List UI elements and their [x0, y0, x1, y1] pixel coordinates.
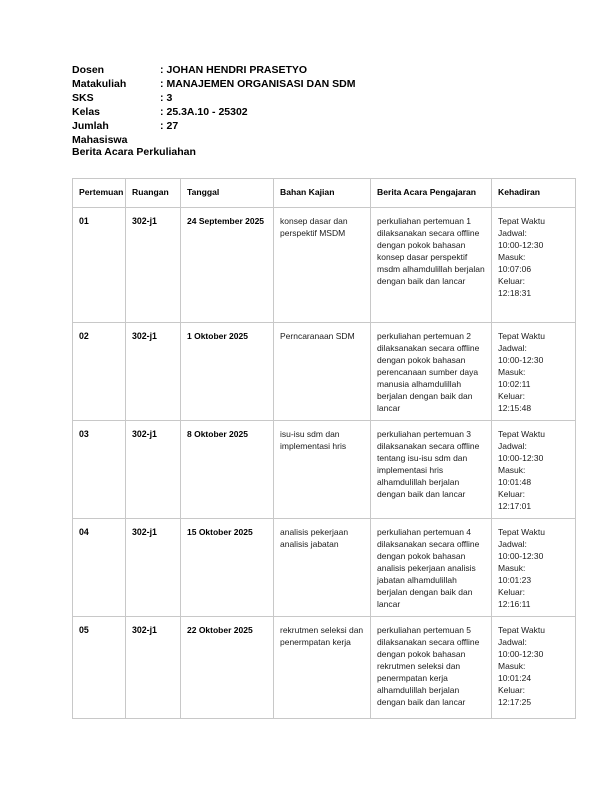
- cell-ruangan: 302-j1: [126, 421, 181, 519]
- cell-kehadiran: [492, 617, 576, 719]
- info-label: Jumlah Mahasiswa: [72, 120, 128, 146]
- cell-bahan-kajian: Perncaranaan SDM: [274, 323, 371, 421]
- info-row-sks: [72, 91, 356, 105]
- kehadiran-jadwal: 10:00-12:30: [498, 355, 544, 365]
- kehadiran-masuk: 10:01:23: [498, 575, 532, 585]
- cell-pertemuan: 03: [73, 421, 126, 519]
- kehadiran-masuk: 10:01:48: [498, 477, 532, 487]
- column-header-kehadiran: Kehadiran: [492, 179, 576, 208]
- column-header-pertemuan: Pertemuan: [73, 179, 126, 208]
- kehadiran-jadwal: 10:00-12:30: [498, 240, 544, 250]
- info-row-dosen: [72, 63, 356, 77]
- kehadiran-keluar-label: Keluar:: [498, 391, 525, 401]
- info-colon: :: [160, 92, 164, 104]
- cell-kehadiran: [492, 323, 576, 421]
- info-label: Dosen: [72, 64, 105, 76]
- kehadiran-masuk-label: Masuk:: [498, 661, 526, 671]
- info-row-kelas: [72, 105, 356, 119]
- cell-kehadiran: [492, 421, 576, 519]
- section-title: Berita Acara Perkuliahan: [72, 146, 196, 158]
- cell-pertemuan: 05: [73, 617, 126, 719]
- cell-pertemuan: 02: [73, 323, 126, 421]
- kehadiran-keluar-label: Keluar:: [498, 685, 525, 695]
- cell-berita-acara: perkuliahan pertemuan 1 dilaksanakan secara offline dengan pokok bahasan konsep dasar perspektif msdm alhamdulillah berjalan dengan baik dan lancar: [371, 208, 492, 323]
- cell-kehadiran: [492, 519, 576, 617]
- cell-tanggal: 1 Oktober 2025: [181, 323, 274, 421]
- cell-pertemuan: 04: [73, 519, 126, 617]
- cell-ruangan: 302-j1: [126, 323, 181, 421]
- cell-ruangan: 302-j1: [126, 519, 181, 617]
- kehadiran-keluar: 12:18:31: [498, 288, 532, 298]
- info-label: Matakuliah: [72, 78, 127, 90]
- kehadiran-jadwal-label: Jadwal:: [498, 539, 527, 549]
- table-row: [73, 421, 576, 519]
- cell-bahan-kajian: konsep dasar dan perspektif MSDM: [274, 208, 371, 323]
- info-row-matakuliah: [72, 77, 356, 91]
- kehadiran-status: Tepat Waktu: [498, 429, 545, 439]
- kehadiran-masuk-label: Masuk:: [498, 252, 526, 262]
- kehadiran-jadwal-label: Jadwal:: [498, 441, 527, 451]
- cell-pertemuan: 01: [73, 208, 126, 323]
- kehadiran-status: Tepat Waktu: [498, 527, 545, 537]
- cell-tanggal: 8 Oktober 2025: [181, 421, 274, 519]
- kehadiran-jadwal-label: Jadwal:: [498, 343, 527, 353]
- column-header-tanggal: Tanggal: [181, 179, 274, 208]
- table-header-row: [73, 179, 576, 208]
- kehadiran-masuk-label: Masuk:: [498, 465, 526, 475]
- kehadiran-jadwal: 10:00-12:30: [498, 551, 544, 561]
- info-value: MANAJEMEN ORGANISASI DAN SDM: [166, 78, 356, 90]
- table-row: [73, 519, 576, 617]
- cell-berita-acara: perkuliahan pertemuan 2 dilaksanakan secara offline dengan pokok bahasan perencanaan sumber daya manusia alhamdulillah berjalan dengan baik dan lancar: [371, 323, 492, 421]
- info-colon: :: [160, 78, 164, 90]
- attendance-table: [72, 178, 576, 719]
- kehadiran-keluar: 12:16:11: [498, 599, 531, 609]
- cell-berita-acara: perkuliahan pertemuan 5 dilaksanakan secara offline dengan pokok bahasan rekrutmen seleksi dan penermpatan kerja alhamdulillah berjalan dengan baik dan lancar: [371, 617, 492, 719]
- info-row-jumlah-mahasiswa: [72, 119, 356, 147]
- kehadiran-keluar-label: Keluar:: [498, 276, 525, 286]
- kehadiran-status: Tepat Waktu: [498, 625, 545, 635]
- cell-bahan-kajian: analisis pekerjaan analisis jabatan: [274, 519, 371, 617]
- kehadiran-keluar: 12:17:01: [498, 501, 532, 511]
- cell-bahan-kajian: isu-isu sdm dan implementasi hris: [274, 421, 371, 519]
- kehadiran-jadwal-label: Jadwal:: [498, 637, 527, 647]
- column-header-ruangan: Ruangan: [126, 179, 181, 208]
- cell-tanggal: 24 September 2025: [181, 208, 274, 323]
- kehadiran-masuk-label: Masuk:: [498, 563, 526, 573]
- info-label: Kelas: [72, 106, 101, 118]
- table-row: [73, 323, 576, 421]
- kehadiran-status: Tepat Waktu: [498, 216, 545, 226]
- kehadiran-keluar: 12:15:48: [498, 403, 532, 413]
- cell-bahan-kajian: rekrutmen seleksi dan penermpatan kerja: [274, 617, 371, 719]
- info-colon: :: [160, 64, 164, 76]
- info-value: 3: [166, 92, 173, 104]
- info-colon: :: [160, 120, 164, 132]
- table-row: [73, 617, 576, 719]
- cell-ruangan: 302-j1: [126, 208, 181, 323]
- cell-berita-acara: perkuliahan pertemuan 4 dilaksanakan secara offline dengan pokok bahasan analisis pekerjaan analisis jabatan alhamdulillah berjalan dengan baik dan lancar: [371, 519, 492, 617]
- kehadiran-masuk: 10:07:06: [498, 264, 532, 274]
- table-row: [73, 208, 576, 323]
- kehadiran-keluar-label: Keluar:: [498, 587, 525, 597]
- kehadiran-keluar-label: Keluar:: [498, 489, 525, 499]
- info-colon: :: [160, 106, 164, 118]
- info-label: SKS: [72, 92, 94, 104]
- kehadiran-masuk: 10:02:11: [498, 379, 531, 389]
- info-value: JOHAN HENDRI PRASETYO: [166, 64, 308, 76]
- kehadiran-masuk: 10:01:24: [498, 673, 532, 683]
- kehadiran-keluar: 12:17:25: [498, 697, 532, 707]
- course-info: [72, 63, 356, 147]
- info-value: 25.3A.10 - 25302: [166, 106, 248, 118]
- kehadiran-jadwal: 10:00-12:30: [498, 453, 544, 463]
- kehadiran-status: Tepat Waktu: [498, 331, 545, 341]
- info-value: 27: [166, 120, 179, 132]
- cell-berita-acara: perkuliahan pertemuan 3 dilaksanakan secara offline tentang isu-isu sdm dan implementasi hris alhamdulillah berjalan dengan baik dan lancar: [371, 421, 492, 519]
- cell-tanggal: 22 Oktober 2025: [181, 617, 274, 719]
- cell-ruangan: 302-j1: [126, 617, 181, 719]
- column-header-bahan-kajian: Bahan Kajian: [274, 179, 371, 208]
- cell-tanggal: 15 Oktober 2025: [181, 519, 274, 617]
- cell-kehadiran: [492, 208, 576, 323]
- kehadiran-masuk-label: Masuk:: [498, 367, 526, 377]
- kehadiran-jadwal-label: Jadwal:: [498, 228, 527, 238]
- column-header-berita-acara: Berita Acara Pengajaran: [371, 179, 492, 208]
- kehadiran-jadwal: 10:00-12:30: [498, 649, 544, 659]
